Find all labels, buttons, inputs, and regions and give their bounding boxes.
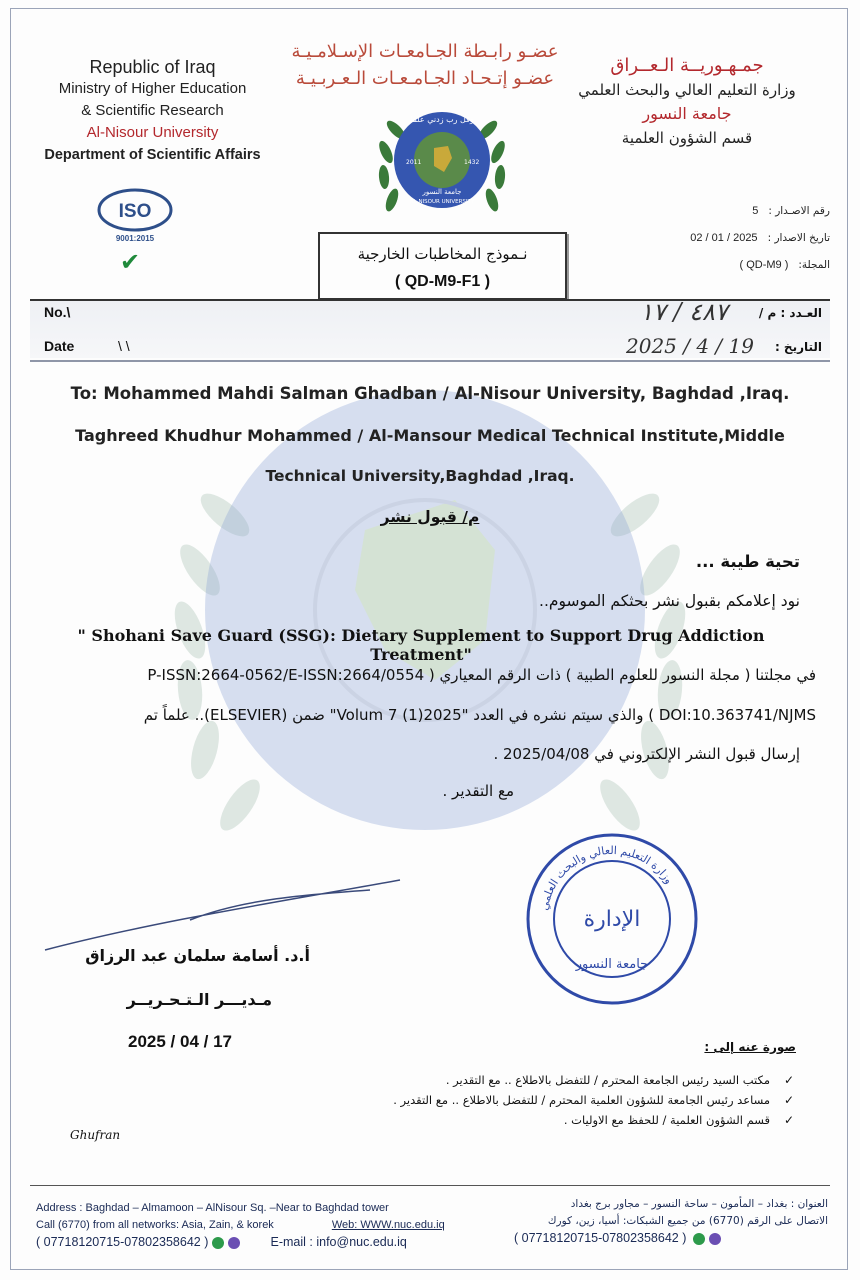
union-line-1: عضـو رابـطة الجـامعـات الإسـلامـيـة (291, 41, 559, 62)
ref-number-handwritten: ٤٨٧ / ١٧ (640, 298, 728, 326)
ref-date-blank: \ \ (118, 338, 130, 354)
header-ar-ministry: وزارة التعليم العالي والبحث العلمي (578, 81, 796, 99)
intro-line: نود إعلامكم بقبول نشر بحثكم الموسوم.. (539, 592, 800, 610)
messaging-icons (690, 1232, 724, 1246)
header-ar-university: جامعة النسور (642, 104, 732, 123)
check-icon: ✓ (783, 1073, 794, 1087)
footer-phones-ar: ( 07718120715-07802358642 ) (514, 1231, 687, 1245)
watermark-globe (195, 380, 655, 840)
form-title: نـموذج المخاطبات الخارجية (357, 245, 528, 263)
recipient-line-2: Taghreed Khudhur Mohammed / Al-Mansour Medical Technical Institute,Middle (75, 426, 785, 445)
issue-date-value: 2025 / 01 / 02 (690, 232, 758, 244)
ref-date-label-ar: التاريخ : (774, 340, 822, 354)
header-en-ministry-2: & Scientific Research (81, 102, 224, 119)
form-code: ( QD-M9-F1 ) (394, 273, 491, 290)
check-icon: ✓ (783, 1093, 794, 1107)
university-logo (372, 92, 512, 232)
journal-row (610, 252, 830, 279)
body-line-doi: DOI:10.363741/NJMS ) والذي سيتم نشره في العدد "Volum 7 (1)2025" ضمن (ELSEVIER).. علماً تم (143, 706, 816, 724)
cc-title: صورة عنه إلى : (704, 1040, 796, 1054)
footer-phones: ( 07718120715-07802358642 ) (36, 1235, 209, 1249)
ref-date-handwritten: 2025 / 4 / 19 (626, 334, 754, 358)
ref-number-label-ar: العـدد : م / (758, 306, 822, 320)
logo-year-right: 1432 (464, 159, 480, 166)
footer-email[interactable]: E-mail : info@nuc.edu.iq (270, 1235, 407, 1249)
footer-call-ar: الاتصال على الرقم (6770) من جميع الشبكات: أسيا، زين، كورك (547, 1215, 828, 1227)
body-line-issn: في مجلتنا ( مجلة النسور للعلوم الطبية ) ذات الرقم المعياري ( P-ISSN:2664-0562/E-ISSN:2664/0554 (147, 666, 816, 684)
signatory-title: مـديـــر الـتـحـريــر (126, 990, 272, 1009)
signatory-name: أ.د. أسامة سلمان عبد الرزاق (85, 946, 310, 965)
footer-en (36, 1200, 506, 1252)
header-ar-country: جمـهـوريــة الـعــراق (610, 55, 764, 76)
header-en-university: Al-Nisour University (86, 124, 219, 141)
stamp-outer-text: وزارة التعليم العالي والبحث العلمي (537, 843, 676, 912)
header-en (30, 56, 275, 166)
issue-meta (610, 198, 830, 279)
footer-address: Address : Baghdad – Almamoon – AlNisour Sq. –Near to Baghdad tower (36, 1202, 389, 1214)
logo-motto: وقل رب زدني علما (410, 115, 474, 124)
cc-item: ✓ مساعد رئيس الجامعة للشؤون العلمية المحترم / للتفضل بالاطلاع .. مع التقدير . (250, 1090, 770, 1110)
ref-no-label: No.\ (44, 304, 71, 320)
subject: م/ قبول نشر (380, 508, 480, 526)
footer-contact-ar (508, 1230, 828, 1248)
recipient-line-1: To: Mohammed Mahdi Salman Ghadban / Al-Nisour University, Baghdad ,Iraq. (70, 384, 790, 403)
form-box (318, 232, 567, 300)
body-line-acceptance: إرسال قبول النشر الإلكتروني في 2025/04/08 . (493, 745, 800, 763)
footer-ar (508, 1196, 828, 1248)
header-ar-department: قسم الشؤون العلمية (621, 129, 753, 147)
cc-list (250, 1070, 794, 1130)
cc-item: ✓ مكتب السيد رئيس الجامعة المحترم / للتفضل بالاطلاع .. مع التقدير . (250, 1070, 770, 1090)
stamp-bottom-text: جامعة النسور (575, 957, 649, 972)
logo-name-en: AL-NISOUR UNIVERSITY (409, 199, 475, 205)
header-ar (552, 54, 822, 150)
logo-year-left: 2011 (406, 159, 422, 166)
journal-value: ( QD-M9 ) (739, 259, 789, 271)
stamp-center-text: الإدارة (583, 907, 641, 932)
header-en-country: Republic of Iraq (89, 57, 216, 77)
ref-date-label: Date (44, 338, 75, 354)
issue-date-label: تاريخ الاصدار : (767, 232, 830, 244)
greeting: تحية طيبة ... (695, 552, 800, 571)
footer-web-link[interactable]: Web: WWW.nuc.edu.iq (331, 1219, 445, 1231)
recipient-line-3: Technical University,Baghdad ,Iraq. (265, 467, 575, 485)
union-line-2: عضـو إتـحـاد الجـامـعـات الـعـربـيـة (295, 68, 555, 89)
header-en-department: Department of Scientific Affairs (44, 147, 261, 163)
messaging-icons (211, 1236, 245, 1250)
divider-bottom (30, 360, 830, 362)
footer-address-ar: العنوان : بغداد – المأمون – ساحة النسور – مجاور برج بغداد (570, 1198, 828, 1210)
check-icon: ✓ (783, 1113, 794, 1127)
footer-call: Call (6770) from all networks: Asia, Zain, & korek (36, 1219, 274, 1231)
signature-mark (40, 860, 440, 960)
iso-badge (96, 188, 174, 248)
closing: مع التقدير . (442, 782, 514, 800)
signature-date: 2025 / 04 / 17 (128, 1032, 232, 1051)
iso-standard: 9001:2015 (115, 234, 155, 243)
cc-item: ✓ قسم الشؤون العلمية / للحفظ مع الاوليات . (250, 1110, 770, 1130)
union-memberships (280, 38, 570, 92)
journal-label: المجلة: (798, 259, 830, 271)
official-stamp (523, 830, 701, 1008)
header-en-ministry: Ministry of Higher Education (58, 80, 247, 97)
issue-number-value: 5 (752, 205, 759, 217)
issue-number-label: رقم الاصـدار : (768, 205, 830, 217)
footer-divider (30, 1185, 830, 1186)
typist-initials: Ghufran (70, 1128, 121, 1142)
iso-label: ISO (118, 201, 152, 222)
paper-title: " Shohani Save Guard (SSG): Dietary Supplement to Support Drug Addiction Treatment" (77, 626, 765, 664)
footer-call-row (36, 1217, 506, 1234)
logo-name-ar: جامعة النسور (422, 188, 462, 196)
footer-contact-row (36, 1234, 506, 1252)
checkmark-icon: ✔ (120, 248, 141, 276)
issue-number-row (610, 198, 830, 225)
issue-date-row (610, 225, 830, 252)
